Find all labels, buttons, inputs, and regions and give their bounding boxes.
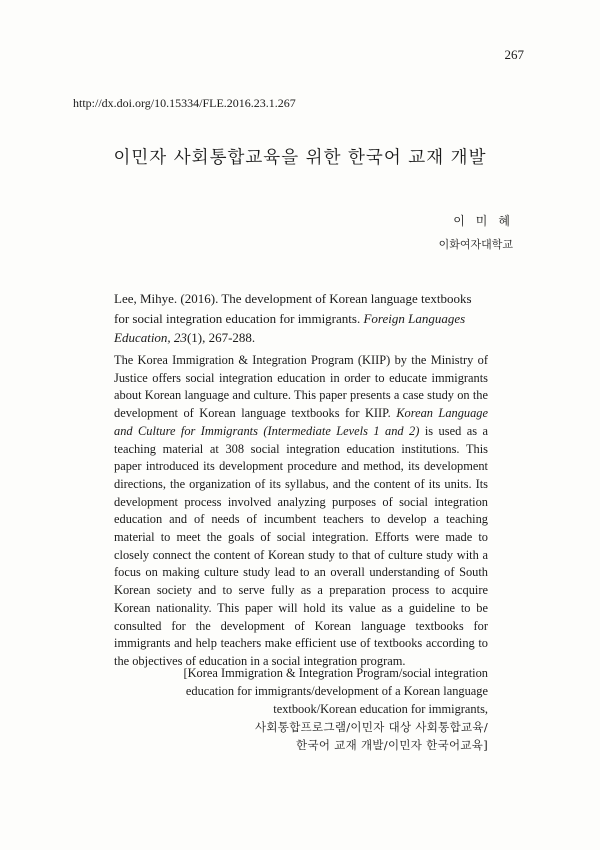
citation-title: The development of Korean language textbooks for social integration education for immigrants. xyxy=(114,291,472,326)
article-title: 이민자 사회통합교육을 위한 한국어 교재 개발 xyxy=(113,148,487,168)
keywords-line-5: 한국어 교재 개발/이민자 한국어교육] xyxy=(296,738,488,752)
citation-issue-pages: (1), 267-288. xyxy=(186,330,256,345)
keywords-line-4: 사회통합프로그램/이민자 대상 사회통합교육/ xyxy=(254,720,488,734)
author-name: 이 미 혜 xyxy=(453,214,514,228)
citation xyxy=(114,289,488,348)
keywords-line-3: textbook/Korean education for immigrants, xyxy=(273,702,488,716)
citation-authors-year: Lee, Mihye. (2016). xyxy=(114,291,219,306)
abstract-part-2: is used as a teaching material at 308 social integration education institutions. This paper introduced its development procedure and method, its development directions, the organization of its syllabus, and the content of its units. Its development process involved analyzing purposes of social integration education and of needs of incumbent teachers to develop a teaching material to meet the goals of social integration. Efforts were made to closely connect the content of Korean study to that of culture study with a focus on making culture study lead to an overall understanding of South Korean society and to serve fully as a preparation process to acquire Korean nationality. This paper will hold its value as a guideline to be consulted for the development of Korean language textbooks for immigrants and help teachers make efficient use of textbooks according to the objectives of education in a social integration program. xyxy=(114,423,488,668)
keywords-line-1: [Korea Immigration & Integration Program/social integration xyxy=(183,666,488,680)
abstract-part-1: The Korea Immigration & Integration Program (KIIP) by the Ministry of Justice offers social integration education in order to educate immigrants about Korean language and culture. This paper presents a case study on the development of Korean language textbooks for KIIP. xyxy=(114,353,488,421)
keywords xyxy=(140,664,488,754)
page-number: 267 xyxy=(504,47,524,62)
keywords-line-2: education for immigrants/development of a Korean language xyxy=(185,684,488,698)
citation-journal: Foreign Languages Education, 23 xyxy=(114,310,466,345)
doi-link[interactable]: http://dx.doi.org/10.15334/FLE.2016.23.1.267 xyxy=(73,96,296,110)
abstract-book-title: Korean Language and Culture for Immigrants (Intermediate Levels 1 and 2) xyxy=(114,406,488,438)
abstract xyxy=(114,352,488,671)
author-affiliation: 이화여자대학교 xyxy=(438,239,513,251)
